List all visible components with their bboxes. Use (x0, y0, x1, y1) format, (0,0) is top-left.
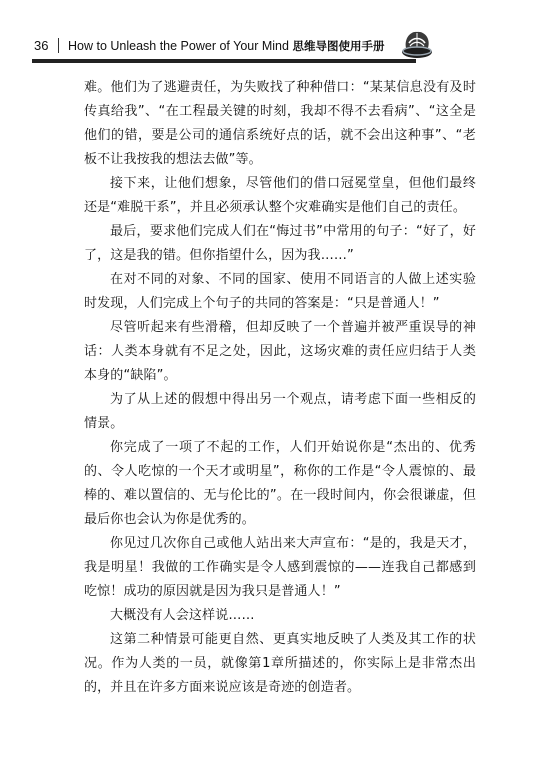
body-text (84, 76, 476, 700)
paragraph: 你完成了一项了不起的工作，人们开始说你是“杰出的、优秀的、令人吃惊的一个天才或明星”，称你的工作是“令人震惊的、最棒的、难以置信的、无与伦比的”。在一段时间内，你会很谦虚，但最后你也会认为你是优秀的。 (84, 440, 476, 527)
paragraph: 在对不同的对象、不同的国家、使用不同语言的人做上述实验时发现，人们完成上个句子的共同的答案是：“只是普通人！” (84, 272, 476, 311)
header-rule (32, 59, 416, 63)
paragraph: 这第二种情景可能更自然、更真实地反映了人类及其工作的状况。作为人类的一员，就像第1章所描述的，你实际上是非常杰出的，并且在许多方面来说应该是奇迹的创造者。 (84, 632, 476, 695)
paragraph: 你见过几次你自己或他人站出来大声宣布：“是的，我是天才，我是明星！我做的工作确实是令人感到震惊的——连我自己都感到吃惊！成功的原因就是因为我只是普通人！” (84, 536, 476, 599)
paragraph: 大概没有人会这样说…… (110, 608, 255, 623)
book-title-cn: 思维导图使用手册 (292, 41, 385, 53)
book-title-en: How to Unleash the Power of Your Mind (68, 39, 289, 53)
header-separator (58, 38, 59, 53)
paragraph: 最后，要求他们完成人们在“悔过书”中常用的句子：“好了，好了，这是我的错。但你指望什么，因为我……” (84, 224, 476, 263)
paragraph: 尽管听起来有些滑稽，但却反映了一个普遍并被严重误导的神话：人类本身就有不足之处，因此，这场灾难的责任应归结于人类本身的“缺陷”。 (84, 320, 476, 383)
paragraph: 为了从上述的假想中得出另一个观点，请考虑下面一些相反的情景。 (84, 392, 476, 431)
paragraph: 难。他们为了逃避责任，为失败找了种种借口：“某某信息没有及时传真给我”、“在工程最关键的时刻，我却不得不去看病”、“这全是他们的错，要是公司的通信系统好点的话，就不会出这种事”、“老板不让我按我的想法去做”等。 (84, 80, 476, 167)
paragraph: 接下来，让他们想象，尽管他们的借口冠冕堂皇，但他们最终还是“难脱干系”，并且必须承认整个灾难确实是他们自己的责任。 (84, 176, 476, 215)
page-number: 36 (34, 38, 49, 53)
brain-logo-icon (397, 28, 437, 62)
running-title (68, 38, 384, 54)
